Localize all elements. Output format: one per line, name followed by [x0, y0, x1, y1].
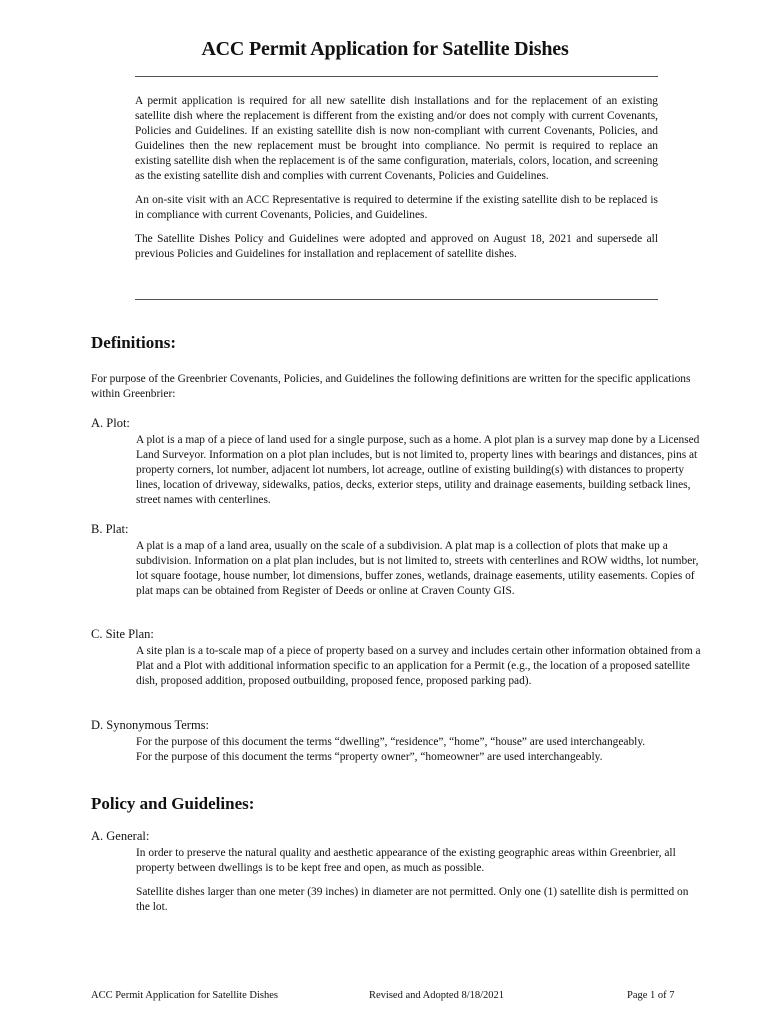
definition-term-site-plan: C. Site Plan: — [91, 627, 154, 641]
policy-text-general — [136, 846, 704, 924]
footer-revision-date: Revised and Adopted 8/18/2021 — [369, 990, 505, 1001]
definition-text-plot: A plot is a map of a piece of land used for a single purpose, such as a home. A plot plan is a survey map done by a Licensed Land Surveyor. Information on a plot plan includes, but is not limited to, property lines with bearings and distances, pins at property corners, lot number, adjacent lot numbers, lot acreage, outline of existing building(s) with distances to property lines, location of driveway, sidewalks, patios, decks, exterior steps, utility and drainage easements, building setback lines, street names with centerlines. — [136, 434, 700, 506]
policy-paragraph-2: Satellite dishes larger than one meter (39 inches) in diameter are not permitted. Only one (1) satellite dish is permitted on the lot. — [136, 886, 689, 913]
synonymous-line-1: For the purpose of this document the terms “dwelling”, “residence”, “home”, “house” are used interchangeably. — [136, 736, 646, 748]
divider-bottom — [135, 299, 658, 300]
definition-text-site-plan: A site plan is a to-scale map of a piece of property based on a survey and includes certain other information obtained from a Plat and a Plot with additional information specific to an application for a Permit (e.g., the location of a proposed satellite dish, proposed addition, proposed outbuilding, proposed fence, proposed parking pad). — [136, 645, 701, 687]
definition-text-synonymous — [136, 735, 704, 765]
intro-paragraph-1: A permit application is required for all new satellite dish installations and for the replacement of an existing satellite dish where the replacement is different from the existing and/or does not comply with current Covenants, Policies and Guidelines. If an existing satellite dish is now non-compliant with current Covenants, Policies, and Guidelines then the new replacement must be brought into compliance. No permit is required to replace an existing satellite dish when the replacement is of the same configuration, materials, colors, location, and screening as the existing satellite dish and complies with current Covenants, Policies and Guidelines. — [135, 95, 658, 182]
definitions-intro: For purpose of the Greenbrier Covenants, Policies, and Guidelines the following definitions are written for the specific applications within Greenbrier: — [91, 373, 691, 400]
synonymous-line-2: For the purpose of this document the terms “property owner”, “homeowner” are used interchangeably. — [136, 751, 603, 763]
policy-heading: Policy and Guidelines: — [91, 794, 255, 813]
intro-paragraph-2: An on-site visit with an ACC Representative is required to determine if the existing satellite dish to be replaced is in compliance with current Covenants, Policies, and Guidelines. — [135, 194, 658, 221]
definition-term-plot: A. Plot: — [91, 416, 130, 430]
definition-term-synonymous: D. Synonymous Terms: — [91, 718, 209, 732]
definition-term-plat: B. Plat: — [91, 522, 129, 536]
divider-top — [135, 76, 658, 77]
policy-paragraph-1: In order to preserve the natural quality and aesthetic appearance of the existing geographic areas within Greenbrier, all property between dwellings is to be kept free and open, as much as possible. — [136, 847, 676, 874]
policy-term-general: A. General: — [91, 829, 150, 843]
intro-paragraph-3: The Satellite Dishes Policy and Guidelines were adopted and approved on August 18, 2021 and supersede all previous Policies and Guidelines for installation and replacement of satellite dishes. — [135, 233, 658, 260]
definition-text-plat: A plat is a map of a land area, usually on the scale of a subdivision. A plat map is a collection of plots that make up a subdivision. Information on a plat plan includes, but is not limited to, streets with centerlines and ROW widths, lot number, lot square footage, house number, lot dimensions, buffer zones, wetlands, drainage easements, utility easements. Copies of plat maps can be obtained from Register of Deeds or online at Craven County GIS. — [136, 540, 699, 597]
definitions-heading: Definitions: — [91, 333, 176, 352]
footer-document-title: ACC Permit Application for Satellite Dishes — [91, 990, 278, 1001]
document-title: ACC Permit Application for Satellite Dishes — [201, 38, 569, 60]
footer-page-number: Page 1 of 7 — [627, 990, 675, 1001]
intro-section — [135, 94, 658, 271]
